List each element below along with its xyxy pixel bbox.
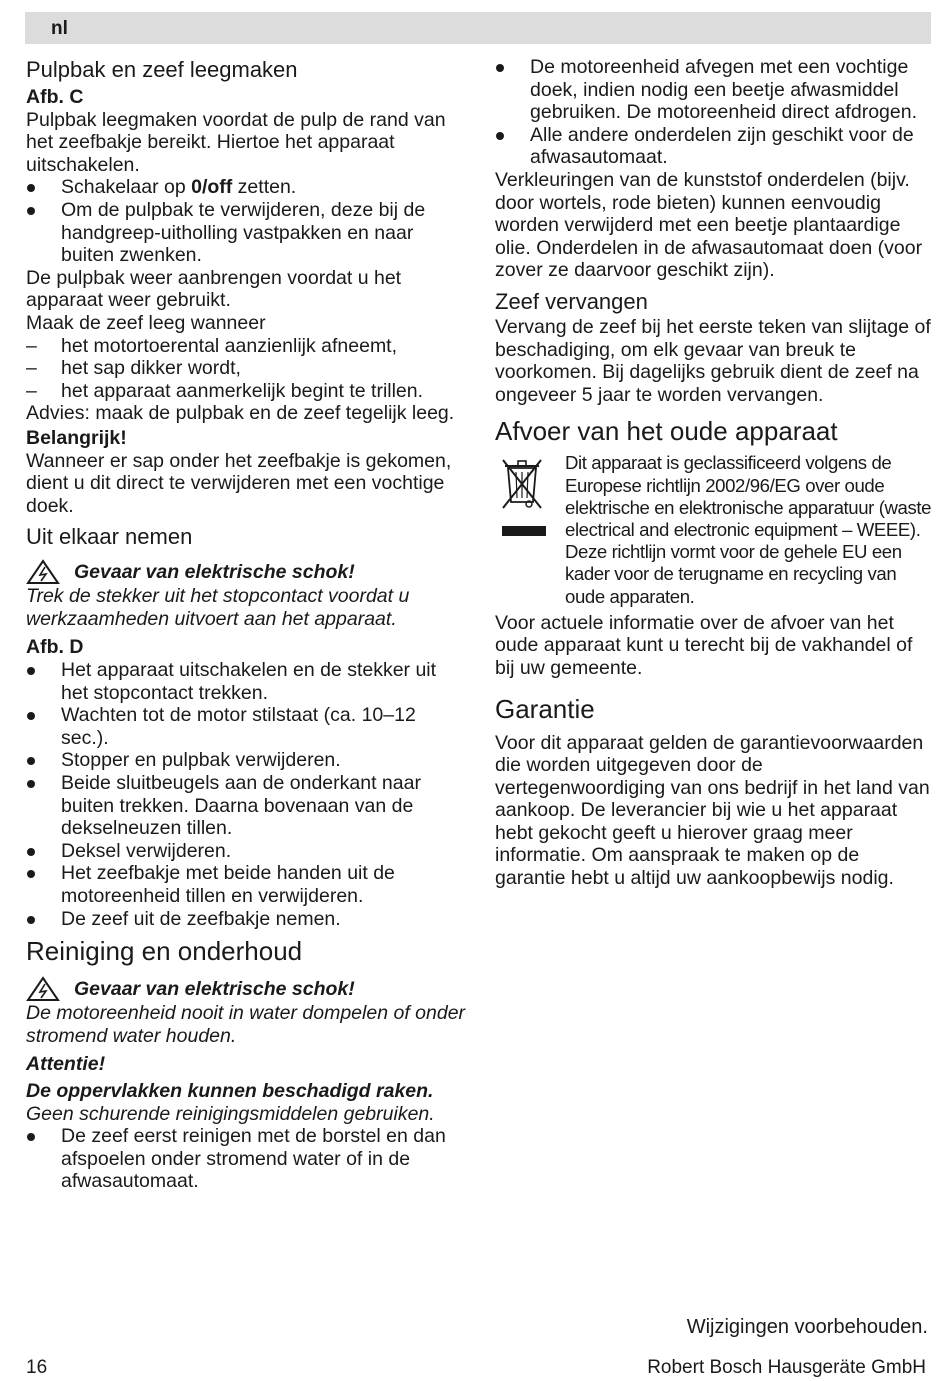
list-item: De zeef eerst reinigen met de borstel en dan afspoelen onder stromend water of in de afwasautomaat. bbox=[26, 1125, 466, 1193]
bullet-list bbox=[26, 176, 466, 266]
list-item: Alle andere onderdelen zijn geschikt voor de afwasautomaat. bbox=[495, 124, 935, 169]
changes-reserved-note: Wijzigingen voorbehouden. bbox=[686, 1316, 928, 1338]
figure-ref-c: Afb. C bbox=[26, 86, 84, 108]
warning-title: Gevaar van elektrische schok! bbox=[74, 560, 355, 583]
list-item: – het sap dikker wordt, bbox=[26, 357, 466, 380]
figure-ref-d: Afb. D bbox=[26, 636, 84, 659]
paragraph: Voor dit apparaat gelden de garantievoorwaarden die worden uitgegeven door de vertegenwoordiging van ons bedrijf in het land van aankoop. De leverancier bij wie u het apparaat hebt gekocht geeft u hierover graag meer informatie. Om aanspraak te maken op de garantie hebt u altijd uw aankoopbewijs nodig. bbox=[495, 731, 930, 890]
left-column bbox=[26, 56, 466, 1193]
section-title-disposal: Afvoer van het oude apparaat bbox=[495, 416, 838, 447]
warning-text: De motoreenheid nooit in water dompelen of onder stromend water houden. bbox=[26, 1002, 466, 1047]
paragraph: Voor actuele informatie over de afvoer van het oude apparaat kunt u terecht bij de vakhandel of bij uw gemeente. bbox=[495, 611, 913, 679]
dash-list bbox=[26, 335, 466, 403]
attention-label: Attentie! bbox=[26, 1053, 106, 1076]
section-title-cleaning: Reiniging en onderhoud bbox=[26, 936, 303, 967]
warning-text: Trek de stekker uit het stopcontact voordat u werkzaamheden uitvoert aan het apparaat. bbox=[26, 585, 410, 630]
section-title-disassemble: Uit elkaar nemen bbox=[26, 524, 193, 550]
warning-row bbox=[26, 559, 466, 585]
weee-bin-icon bbox=[495, 452, 565, 542]
list-item: De motoreenheid afvegen met een vochtige doek, indien nodig een beetje afwasmiddel gebruiken. De motoreenheid direct afdrogen. bbox=[495, 56, 935, 124]
section-title-warranty: Garantie bbox=[495, 693, 595, 724]
paragraph: Wanneer er sap onder het zeefbakje is gekomen, dient u dit direct te verwijderen met een vochtige doek. bbox=[26, 449, 452, 517]
bullet-list bbox=[26, 1125, 466, 1193]
bullet-list bbox=[495, 56, 935, 169]
list-item: Deksel verwijderen. bbox=[26, 840, 466, 863]
important-label: Belangrijk! bbox=[26, 426, 127, 449]
list-item: Wachten tot de motor stilstaat (ca. 10–12 sec.). bbox=[26, 704, 466, 749]
paragraph: Maak de zeef leeg wanneer bbox=[26, 311, 266, 334]
paragraph: Pulpbak leegmaken voordat de pulp de rand van het zeefbakje bereikt. Hiertoe het apparaat uitschakelen. bbox=[26, 108, 446, 176]
list-item: Beide sluitbeugels aan de onderkant naar buiten trekken. Daarna bovenaan van de dekselneuzen tillen. bbox=[26, 772, 466, 840]
right-column bbox=[495, 56, 935, 890]
language-bar bbox=[25, 12, 931, 44]
attention-text: De oppervlakken kunnen beschadigd raken. Geen schurende reinigingsmiddelen gebruiken. bbox=[26, 1079, 435, 1125]
warning-row bbox=[26, 976, 466, 1002]
page-number: 16 bbox=[26, 1357, 48, 1378]
weee-text: Dit apparaat is geclassificeerd volgens de Europese richtlijn 2002/96/EG over oude elektrische en elektronische apparatuur (waste electrical and electronic equipment – WEEE). Deze richtlijn vormt voor de gehele EU een kader voor de terugname en recycling van oude apparaten. bbox=[565, 452, 932, 607]
list-item: Schakelaar op 0/off zetten. bbox=[26, 176, 466, 199]
warning-title: Gevaar van elektrische schok! bbox=[74, 977, 355, 1000]
paragraph: Verkleuringen van de kunststof onderdelen (bijv. door wortels, rode bieten) kunnen eenvoudig worden verwijderd met een beetje plantaardige olie. Onderdelen in de afwasautomaat doen (voor zover ze daarvoor geschikt zijn). bbox=[495, 168, 923, 282]
language-label: nl bbox=[51, 18, 68, 39]
weee-block bbox=[495, 452, 935, 607]
section-title-replace-sieve: Zeef vervangen bbox=[495, 288, 648, 314]
list-item: – het apparaat aanmerkelijk begint te trillen. bbox=[26, 380, 466, 403]
paragraph: Vervang de zeef bij het eerste teken van slijtage of beschadiging, om elk gevaar van breuk te voorkomen. Bij dagelijks gebruik dient de zeef na ongeveer 5 jaar te worden vervangen. bbox=[495, 315, 931, 406]
section-title-empty-pulp: Pulpbak en zeef leegmaken bbox=[26, 57, 298, 82]
list-item: Het zeefbakje met beide handen uit de motoreenheid tillen en verwijderen. bbox=[26, 862, 466, 907]
list-item: De zeef uit de zeefbakje nemen. bbox=[26, 908, 466, 931]
company-name: Robert Bosch Hausgeräte GmbH bbox=[647, 1357, 926, 1378]
warning-triangle-icon bbox=[26, 559, 60, 585]
list-item: Het apparaat uitschakelen en de stekker uit het stopcontact trekken. bbox=[26, 659, 466, 704]
list-item: – het motortoerental aanzienlijk afneemt, bbox=[26, 335, 466, 358]
list-item: Stopper en pulpbak verwijderen. bbox=[26, 749, 466, 772]
warning-triangle-icon bbox=[26, 976, 60, 1002]
bullet-list bbox=[26, 659, 466, 930]
paragraph: Advies: maak de pulpbak en de zeef tegelijk leeg. bbox=[26, 402, 455, 425]
paragraph: De pulpbak weer aanbrengen voordat u het apparaat weer gebruikt. bbox=[26, 266, 402, 312]
list-item: Om de pulpbak te verwijderen, deze bij de handgreep-uitholling vastpakken en naar buiten zwenken. bbox=[26, 199, 466, 267]
